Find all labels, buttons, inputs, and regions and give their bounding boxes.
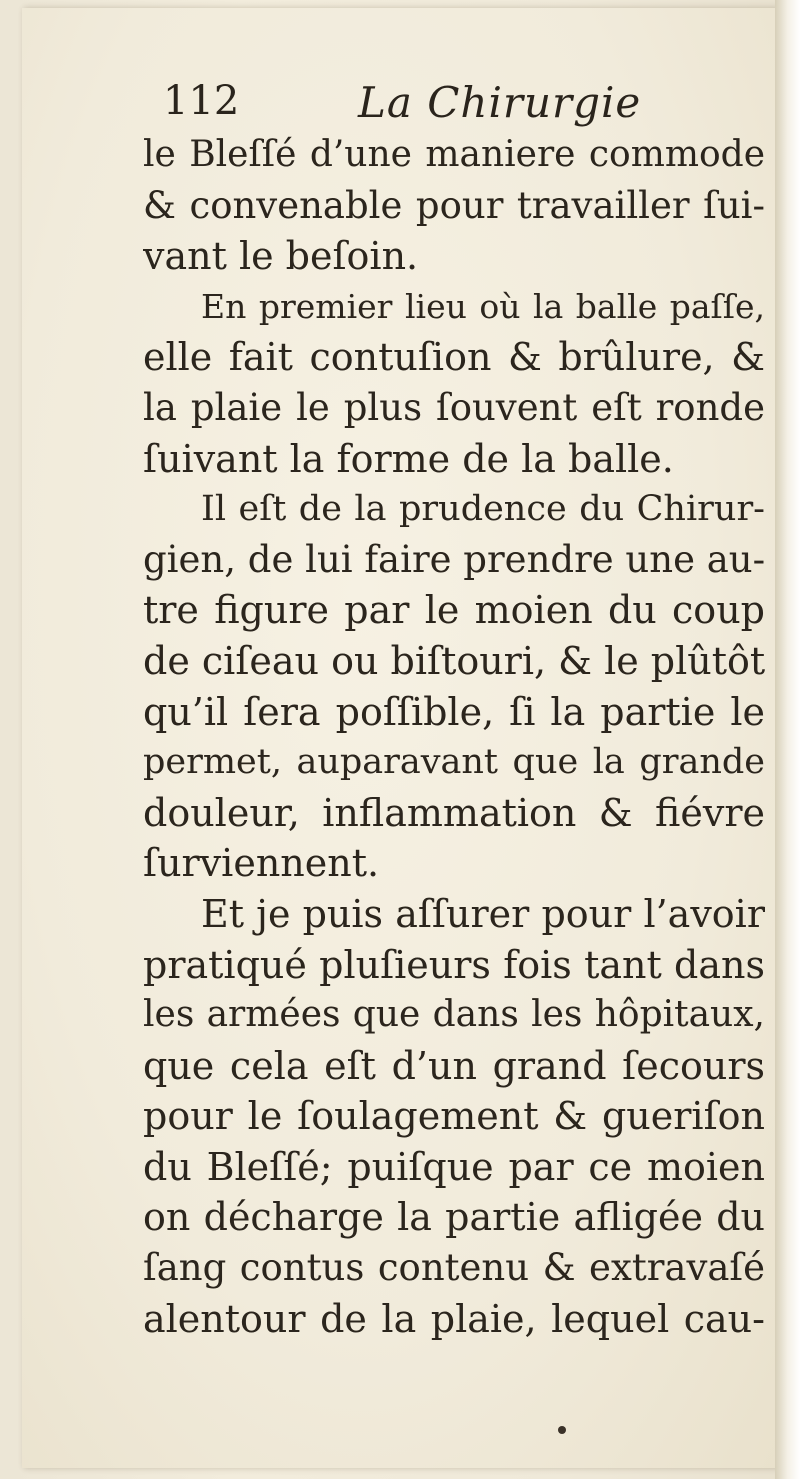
- text-line: alentour de la plaie, lequel cau-: [143, 1296, 765, 1341]
- text-line: pour le ſoulagement & gueriſon: [143, 1094, 765, 1139]
- text-line: gien, de lui faire prendre une au-: [143, 537, 765, 581]
- text-line: Il eſt de la prudence du Chirur-: [201, 489, 765, 530]
- page-number: 112: [163, 78, 240, 124]
- text-line: le Bleſſé d’une maniere commode: [143, 134, 765, 175]
- text-line: de ciſeau ou biſtouri, & le plûtôt: [143, 638, 765, 683]
- text-line: les armées que dans les hôpitaux,: [143, 994, 765, 1036]
- text-line: tre figure par le moien du coup: [143, 588, 765, 633]
- text-line: permet, auparavant que la grande: [143, 742, 765, 783]
- text-line: la plaie le plus ſouvent eſt ronde: [143, 385, 765, 429]
- printer-mark-dot: [558, 1426, 566, 1434]
- running-head: La Chirurgie: [358, 78, 642, 127]
- text-line: vant le beſoin.: [143, 234, 419, 279]
- text-line: ſurviennent.: [143, 841, 380, 886]
- body-text: [143, 130, 765, 1344]
- text-line: En premier lieu où la balle paſſe,: [201, 286, 765, 326]
- text-line: que cela eſt d’un grand ſecours: [143, 1043, 765, 1088]
- text-line: douleur, inflammation & fiévre: [143, 790, 765, 835]
- text-line: Et je puis aſſurer pour l’avoir: [201, 891, 765, 936]
- text-line: elle fait contuſion & brûlure, &: [143, 335, 765, 380]
- text-line: ſuivant la forme de la balle.: [143, 436, 674, 481]
- text-line: du Bleſſé; puiſque par ce moien: [143, 1144, 765, 1189]
- text-line: on décharge la partie afligée du: [143, 1195, 765, 1240]
- text-line: qu’il ſera poſſible, ſi la partie le: [143, 689, 765, 734]
- text-line: & convenable pour travailler ſui-: [143, 183, 765, 227]
- text-line: pratiqué pluſieurs fois tant dans: [143, 942, 765, 987]
- page-header: [163, 78, 763, 138]
- page-edge: [775, 0, 800, 1479]
- text-line: ſang contus contenu & extravaſé: [143, 1246, 765, 1290]
